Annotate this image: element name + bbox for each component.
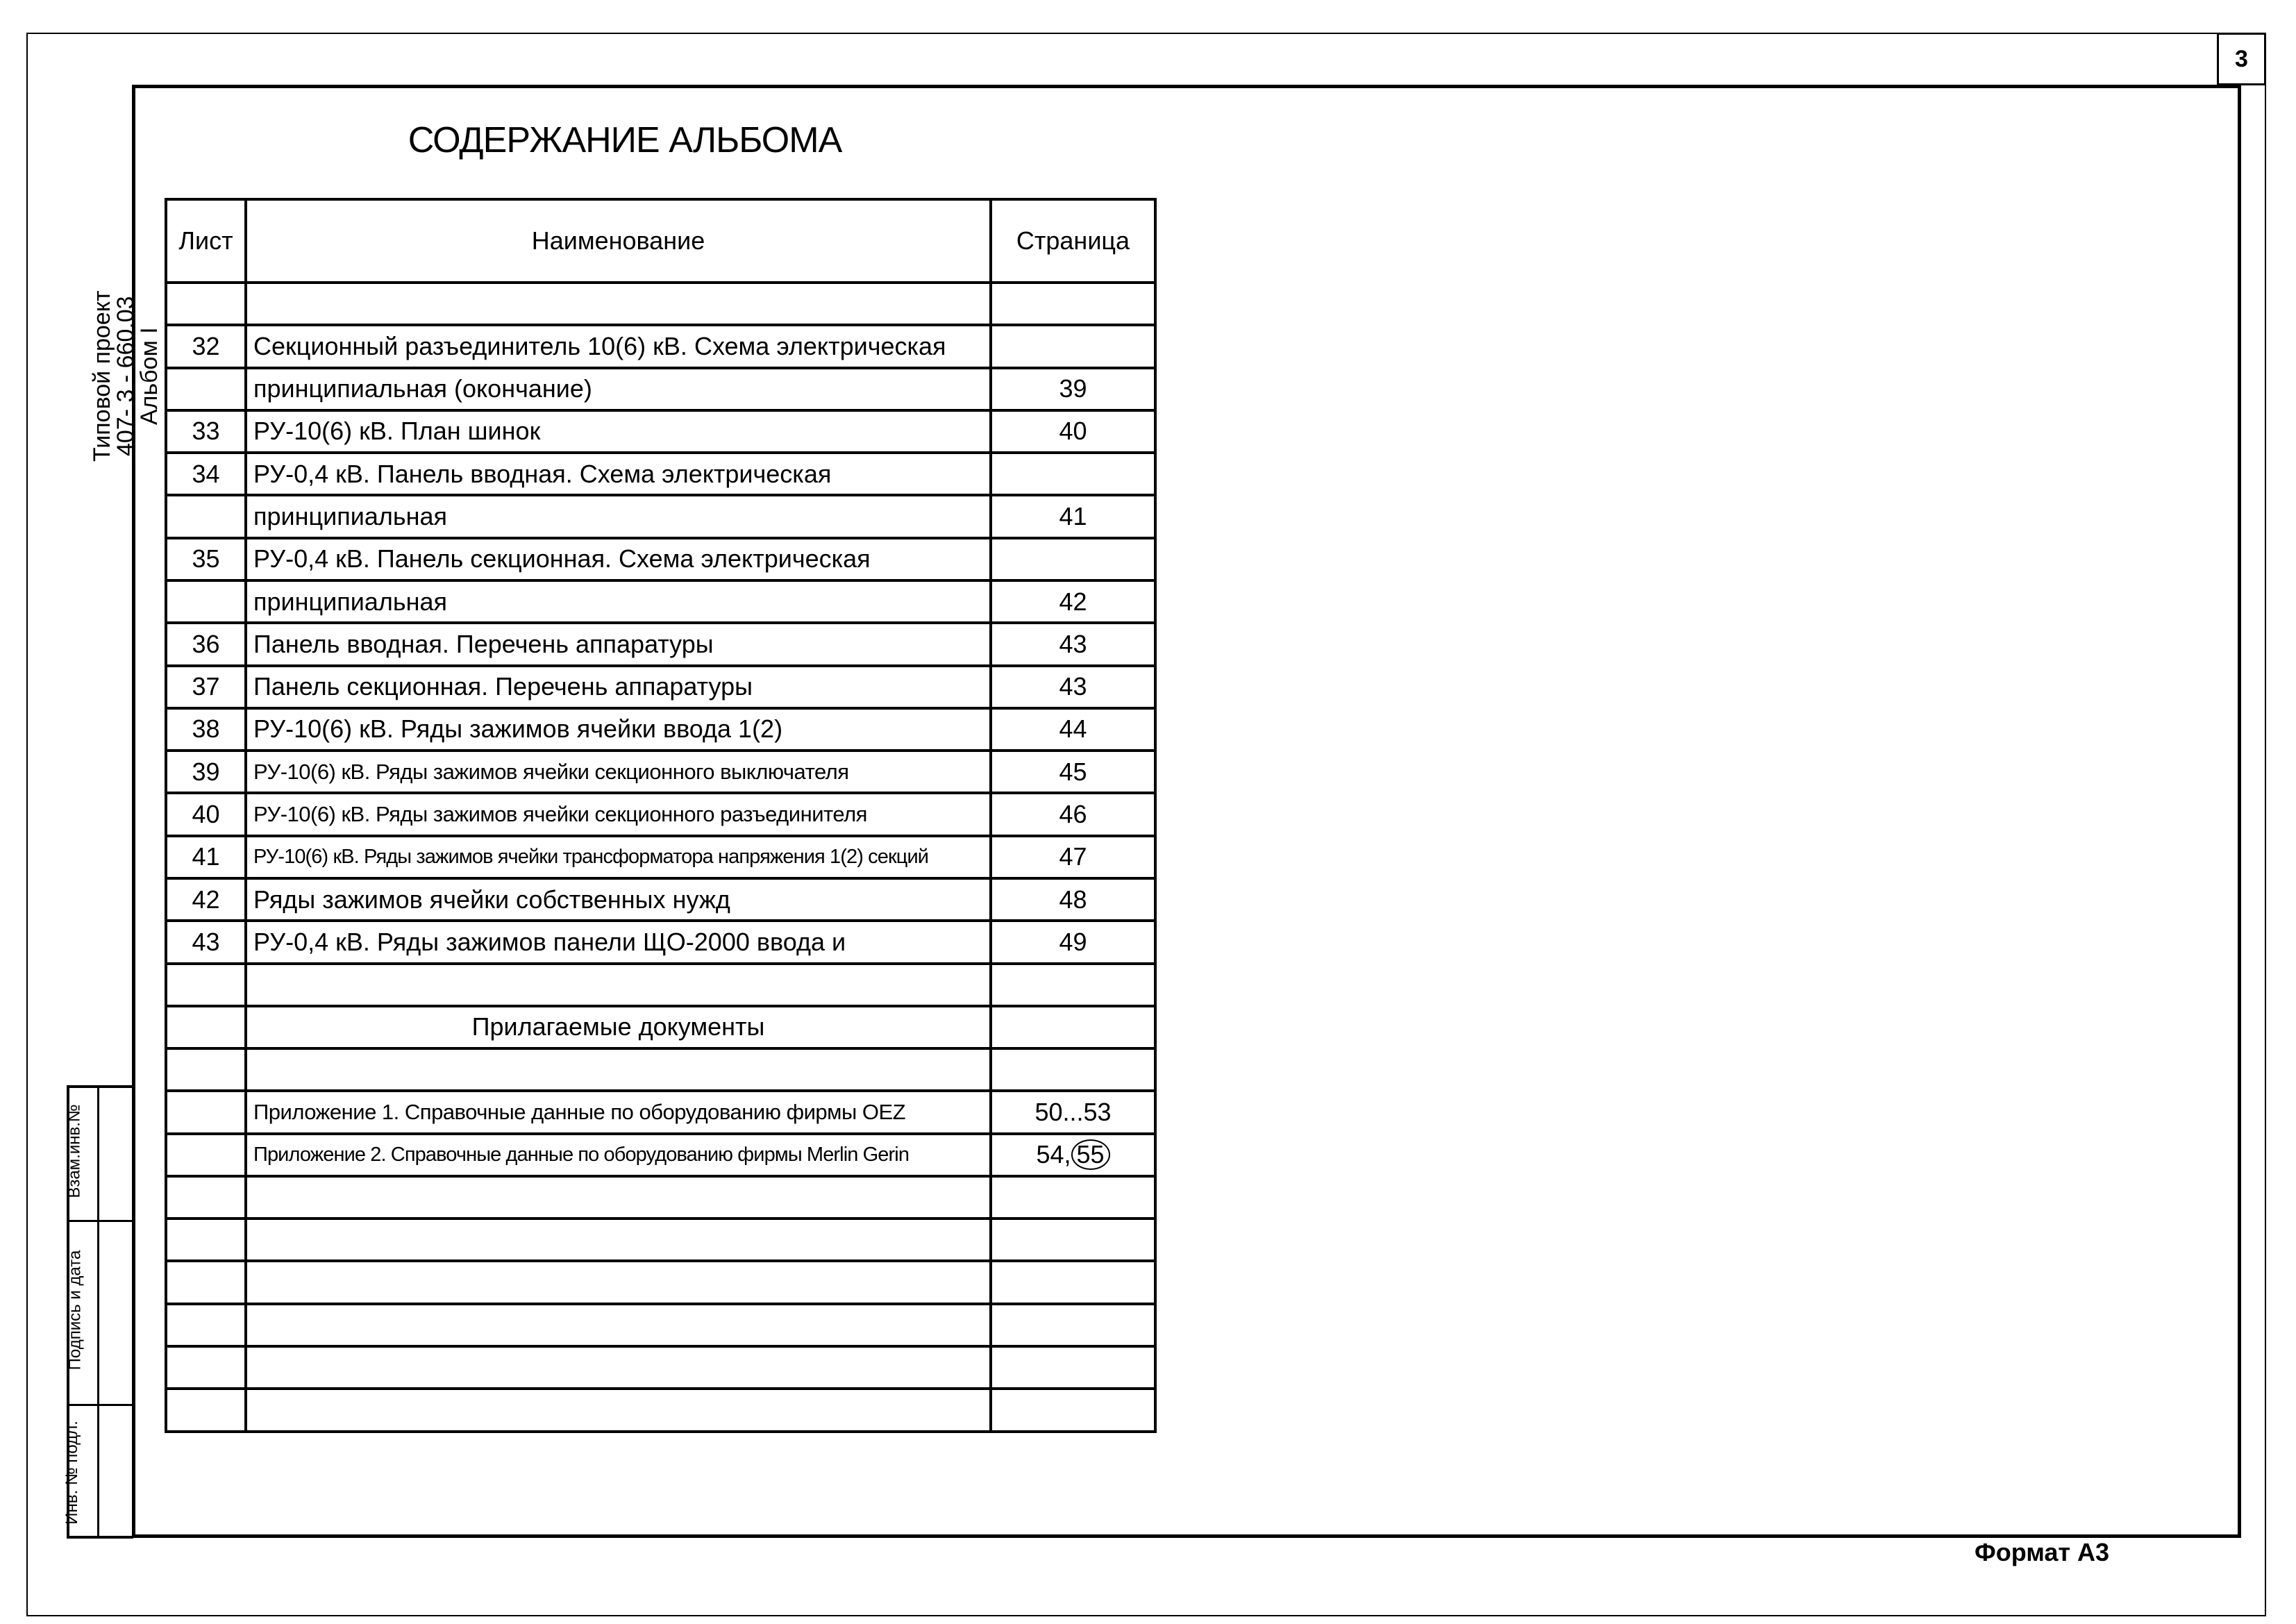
sheet-cell: 33 bbox=[166, 410, 246, 453]
name-cell: Ряды зажимов ячейки собственных нужд bbox=[246, 878, 991, 921]
page-cell bbox=[991, 1346, 1155, 1389]
table-row bbox=[166, 325, 1155, 367]
page-cell: 39 bbox=[991, 368, 1155, 410]
contents-table bbox=[165, 198, 1157, 1433]
approval-strip bbox=[62, 1085, 133, 1539]
page-cell: 42 bbox=[991, 580, 1155, 623]
project-side-label bbox=[90, 290, 161, 462]
name-cell bbox=[246, 283, 991, 325]
sheet-cell: 42 bbox=[166, 878, 246, 921]
page-cell: 40 bbox=[991, 410, 1155, 453]
name-cell: РУ-10(6) кВ. Ряды зажимов ячейки секционного выключателя bbox=[246, 751, 991, 793]
table-row bbox=[166, 666, 1155, 708]
sheet-cell bbox=[166, 1304, 246, 1346]
sheet-cell bbox=[166, 1219, 246, 1261]
project-type-label: Типовой проект bbox=[89, 290, 115, 462]
table-row bbox=[166, 410, 1155, 453]
sheet-cell bbox=[166, 1048, 246, 1091]
header-sheet: Лист bbox=[166, 199, 246, 283]
page-prefix: 54, bbox=[1036, 1140, 1071, 1169]
table-row bbox=[166, 836, 1155, 878]
name-cell: РУ-10(6) кВ. Ряды зажимов ячейки ввода 1(2) bbox=[246, 708, 991, 751]
table-row bbox=[166, 1219, 1155, 1261]
sheet-cell: 40 bbox=[166, 793, 246, 835]
name-cell: РУ-0,4 кВ. Панель вводная. Схема электрическая bbox=[246, 453, 991, 495]
album-label: Альбом I bbox=[136, 327, 162, 426]
sheet-cell: 43 bbox=[166, 921, 246, 963]
sheet-cell: 32 bbox=[166, 325, 246, 367]
name-cell bbox=[246, 1176, 991, 1219]
page-cell: 45 bbox=[991, 751, 1155, 793]
sheet-cell bbox=[166, 368, 246, 410]
sheet-cell bbox=[166, 1176, 246, 1219]
header-name: Наименование bbox=[246, 199, 991, 283]
table-row bbox=[166, 1261, 1155, 1303]
table-row bbox=[166, 1134, 1155, 1176]
name-cell: РУ-0,4 кВ. Панель секционная. Схема электрическая bbox=[246, 538, 991, 580]
sheet-cell bbox=[166, 1134, 246, 1176]
table-row bbox=[166, 921, 1155, 963]
page-cell: 49 bbox=[991, 921, 1155, 963]
page-cell: 44 bbox=[991, 708, 1155, 751]
page-cell bbox=[991, 1219, 1155, 1261]
name-cell: Панель вводная. Перечень аппаратуры bbox=[246, 623, 991, 665]
page-cell: 43 bbox=[991, 623, 1155, 665]
table-row bbox=[166, 1091, 1155, 1133]
name-cell: принципиальная (окончание) bbox=[246, 368, 991, 410]
sheet-cell: 41 bbox=[166, 836, 246, 878]
sheet-cell bbox=[166, 1261, 246, 1303]
name-cell: Секционный разъединитель 10(6) кВ. Схема электрическая bbox=[246, 325, 991, 367]
table-row bbox=[166, 793, 1155, 835]
table-row bbox=[166, 1346, 1155, 1389]
page-cell bbox=[991, 453, 1155, 495]
page-cell: 41 bbox=[991, 495, 1155, 537]
page-cell bbox=[991, 964, 1155, 1006]
name-cell bbox=[246, 1304, 991, 1346]
project-code-label: 407- 3 - 660.03 bbox=[112, 296, 139, 457]
page-cell: 46 bbox=[991, 793, 1155, 835]
page-cell bbox=[991, 1134, 1155, 1176]
name-cell: РУ-10(6) кВ. Ряды зажимов ячейки трансформатора напряжения 1(2) секций bbox=[246, 836, 991, 878]
page-cell bbox=[991, 283, 1155, 325]
sheet-cell bbox=[166, 1091, 246, 1133]
sheet-cell: 37 bbox=[166, 666, 246, 708]
table-row bbox=[166, 1048, 1155, 1091]
sheet-cell: 38 bbox=[166, 708, 246, 751]
name-cell: принципиальная bbox=[246, 580, 991, 623]
sheet-cell bbox=[166, 1346, 246, 1389]
table-row bbox=[166, 1304, 1155, 1346]
page-title: СОДЕРЖАНИЕ АЛЬБОМА bbox=[408, 120, 842, 160]
section-title: Прилагаемые документы bbox=[246, 1006, 991, 1048]
table-row bbox=[166, 1389, 1155, 1432]
name-cell bbox=[246, 1261, 991, 1303]
table-row bbox=[166, 1176, 1155, 1219]
page-cell bbox=[991, 1048, 1155, 1091]
table-row bbox=[166, 708, 1155, 751]
sheet-cell bbox=[166, 580, 246, 623]
name-cell: принципиальная bbox=[246, 495, 991, 537]
sheet-cell bbox=[166, 1389, 246, 1432]
page-cell bbox=[991, 538, 1155, 580]
table-row bbox=[166, 964, 1155, 1006]
page-cell: 48 bbox=[991, 878, 1155, 921]
table-row bbox=[166, 580, 1155, 623]
format-label: Формат А3 bbox=[1975, 1538, 2110, 1566]
page-cell: 43 bbox=[991, 666, 1155, 708]
name-cell: Панель секционная. Перечень аппаратуры bbox=[246, 666, 991, 708]
original-inv-label: Инв. № подл. bbox=[62, 1421, 81, 1525]
name-cell: Приложение 1. Справочные данные по оборудованию фирмы OEZ bbox=[246, 1091, 991, 1133]
sheet-cell bbox=[166, 1006, 246, 1048]
name-cell: РУ-10(6) кВ. План шинок bbox=[246, 410, 991, 453]
table-row bbox=[166, 495, 1155, 537]
name-cell bbox=[246, 1219, 991, 1261]
sheet-cell: 36 bbox=[166, 623, 246, 665]
name-cell bbox=[246, 964, 991, 1006]
page-cell bbox=[991, 1176, 1155, 1219]
table-row bbox=[166, 283, 1155, 325]
name-cell bbox=[246, 1389, 991, 1432]
name-cell: РУ-0,4 кВ. Ряды зажимов панели ЩО-2000 ввода и bbox=[246, 921, 991, 963]
replaced-inv-label: Взам.инв.№ bbox=[65, 1104, 84, 1198]
sheet-cell: 34 bbox=[166, 453, 246, 495]
signature-date-label: Подпись и дата bbox=[65, 1250, 85, 1371]
sheet-cell: 35 bbox=[166, 538, 246, 580]
header-page: Страница bbox=[991, 199, 1155, 283]
table-row bbox=[166, 623, 1155, 665]
page-cell bbox=[991, 1389, 1155, 1432]
page-cell bbox=[991, 1261, 1155, 1303]
table-row bbox=[166, 878, 1155, 921]
table-row bbox=[166, 538, 1155, 580]
page-cell: 47 bbox=[991, 836, 1155, 878]
sheet-cell bbox=[166, 964, 246, 1006]
page-cell bbox=[991, 1006, 1155, 1048]
table-row bbox=[166, 453, 1155, 495]
table-row bbox=[166, 751, 1155, 793]
sheet-cell bbox=[166, 283, 246, 325]
page-cell: 50...53 bbox=[991, 1091, 1155, 1133]
circled-page-number: 55 bbox=[1071, 1139, 1110, 1170]
section-row bbox=[166, 1006, 1155, 1048]
name-cell bbox=[246, 1346, 991, 1389]
table-header-row bbox=[166, 199, 1155, 283]
name-cell: Приложение 2. Справочные данные по оборудованию фирмы Merlin Gerin bbox=[246, 1134, 991, 1176]
sheet-cell bbox=[166, 495, 246, 537]
name-cell bbox=[246, 1048, 991, 1091]
sheet-cell: 39 bbox=[166, 751, 246, 793]
page-cell bbox=[991, 325, 1155, 367]
name-cell: РУ-10(6) кВ. Ряды зажимов ячейки секционного разъединителя bbox=[246, 793, 991, 835]
table-row bbox=[166, 368, 1155, 410]
page-cell bbox=[991, 1304, 1155, 1346]
sheet-number: 3 bbox=[2217, 33, 2266, 85]
